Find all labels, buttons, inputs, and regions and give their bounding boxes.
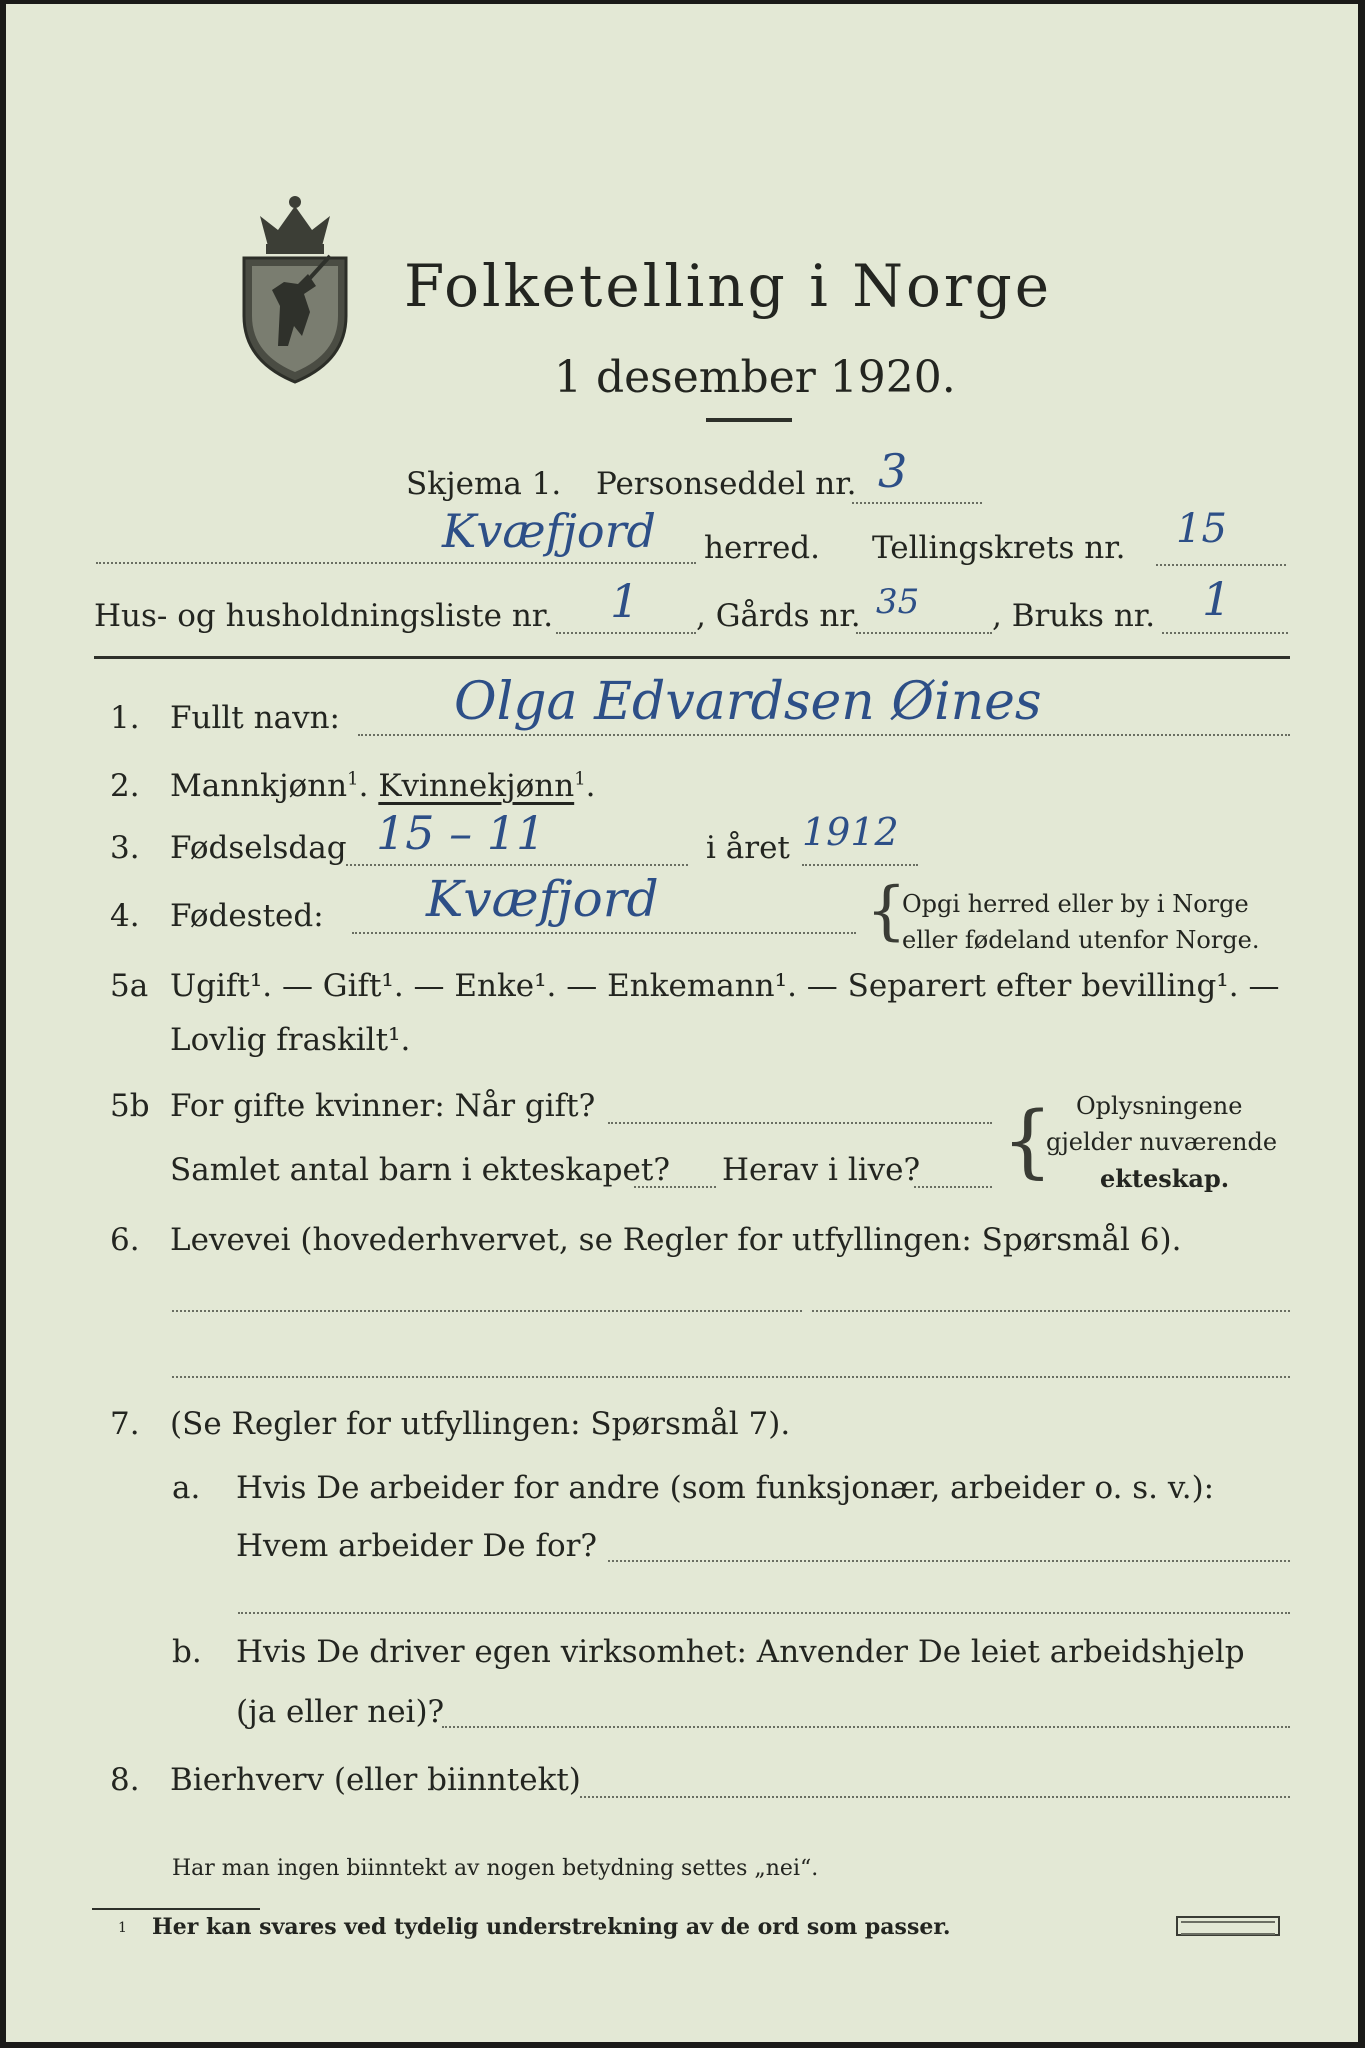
q7a-line-1: Hvis De arbeider for andre (som funksjonær, arbeider o. s. v.): [236, 1470, 1215, 1506]
q7a-line-2: Hvem arbeider De for? [236, 1528, 598, 1564]
secondary-income-field[interactable] [580, 1796, 1290, 1798]
skjema-label: Skjema 1. [406, 466, 562, 502]
birth-year-value: 1912 [802, 810, 899, 854]
q4-note-2: eller fødeland utenfor Norge. [902, 926, 1260, 954]
q1-number: 1. [110, 700, 140, 736]
q4-label: Fødested: [170, 898, 324, 934]
bruks-field[interactable] [1162, 632, 1288, 634]
q5a-number: 5a [110, 968, 149, 1004]
gards-label: , Gårds nr. [696, 598, 861, 634]
q3-label: Fødselsdag [170, 830, 347, 866]
q5b-note-2: gjelder nuværende [1046, 1128, 1278, 1156]
q4-number: 4. [110, 898, 140, 934]
footnote-rule [92, 1908, 260, 1910]
q8-label: Bierhverv (eller biinntekt) [170, 1762, 581, 1798]
occupation-field-3[interactable] [172, 1376, 1290, 1378]
gards-field[interactable] [856, 632, 992, 634]
title-divider [706, 418, 792, 422]
birthday-field[interactable] [346, 864, 688, 866]
q7b-number: b. [172, 1634, 202, 1670]
birth-year-label: i året [706, 830, 790, 866]
herred-label: herred. [704, 530, 820, 566]
hus-label: Hus- og husholdningsliste nr. [94, 598, 554, 634]
sex-options: Mannkjønn$^1$. Kvinnekjønn$^1$. [170, 768, 596, 804]
census-form [6, 4, 1358, 2042]
herred-value: Kvæfjord [442, 504, 657, 558]
bruks-label: , Bruks nr. [992, 598, 1156, 634]
footnote-mark: 1 [118, 1920, 127, 1936]
q2-number: 2. [110, 768, 140, 804]
q6-label: Levevei (hovederhvervet, se Regler for utfyllingen: Spørsmål 6). [170, 1222, 1182, 1258]
bruks-value: 1 [1202, 572, 1232, 626]
full-name-value: Olga Edvardsen Øines [454, 672, 1042, 732]
q5b-children-label: Samlet antal barn i ekteskapet? [170, 1152, 670, 1188]
q3-number: 3. [110, 830, 140, 866]
birthday-value: 15 – 11 [376, 806, 546, 860]
married-date-field[interactable] [608, 1122, 992, 1124]
q5b-note-1: Oplysningene [1076, 1092, 1243, 1120]
q7-number: 7. [110, 1406, 140, 1442]
birth-year-field[interactable] [802, 864, 918, 866]
q5b-brace: { [1002, 1094, 1053, 1187]
q5b-note-3: ekteskap. [1100, 1164, 1230, 1193]
hus-field[interactable] [556, 632, 696, 634]
sex-option-male[interactable]: Mannkjønn [170, 768, 348, 804]
personseddel-field[interactable] [852, 502, 982, 504]
full-name-field[interactable] [358, 734, 1290, 736]
q8-number: 8. [110, 1762, 140, 1798]
tellingskrets-label: Tellingskrets nr. [872, 530, 1126, 566]
personseddel-value: 3 [878, 444, 908, 498]
hus-value: 1 [610, 574, 640, 628]
q4-brace: { [866, 874, 907, 948]
tellingskrets-value: 15 [1176, 506, 1227, 552]
q4-note-1: Opgi herred eller by i Norge [902, 890, 1249, 918]
children-alive-field[interactable] [914, 1186, 992, 1188]
q7b-line-2: (ja eller nei)? [236, 1694, 445, 1730]
q5b-alive-label: Herav i live? [722, 1152, 921, 1188]
personseddel-label: Personseddel nr. [596, 466, 857, 502]
tellingskrets-field[interactable] [1156, 564, 1286, 566]
footnote-text: Her kan svares ved tydelig understrekning av de ord som passer. [152, 1914, 951, 1940]
occupation-field-1[interactable] [172, 1310, 802, 1312]
printer-stamp-icon [1176, 1916, 1280, 1936]
q7-label: (Se Regler for utfyllingen: Spørsmål 7). [170, 1406, 791, 1442]
sex-option-female[interactable]: Kvinnekjønn [378, 768, 575, 804]
q5b-married-label: For gifte kvinner: Når gift? [170, 1088, 596, 1124]
q1-label: Fullt navn: [170, 700, 340, 736]
employer-field-1[interactable] [608, 1560, 1290, 1562]
coat-of-arms-icon [238, 186, 352, 386]
birthplace-value: Kvæfjord [426, 870, 659, 928]
header-rule [94, 656, 1290, 659]
birthplace-field[interactable] [352, 932, 856, 934]
form-title: Folketelling i Norge [404, 252, 1053, 320]
q7a-number: a. [172, 1470, 201, 1506]
q8-note: Har man ingen biinntekt av nogen betydning settes „nei“. [172, 1856, 819, 1881]
children-count-field[interactable] [634, 1186, 716, 1188]
occupation-field-2[interactable] [812, 1310, 1290, 1312]
q6-number: 6. [110, 1222, 140, 1258]
employer-field-2[interactable] [238, 1612, 1290, 1614]
form-date: 1 desember 1920. [554, 352, 956, 403]
herred-field[interactable] [96, 562, 696, 564]
marital-status-options[interactable]: Ugift¹. — Gift¹. — Enke¹. — Enkemann¹. — Separert efter bevilling¹. — [170, 968, 1280, 1004]
gards-value: 35 [876, 582, 920, 622]
q7b-line-1: Hvis De driver egen virksomhet: Anvender De leiet arbeidshjelp [236, 1634, 1245, 1670]
marital-status-divorced[interactable]: Lovlig fraskilt¹. [170, 1022, 411, 1058]
hired-help-field[interactable] [442, 1726, 1290, 1728]
q5b-number: 5b [110, 1088, 150, 1124]
